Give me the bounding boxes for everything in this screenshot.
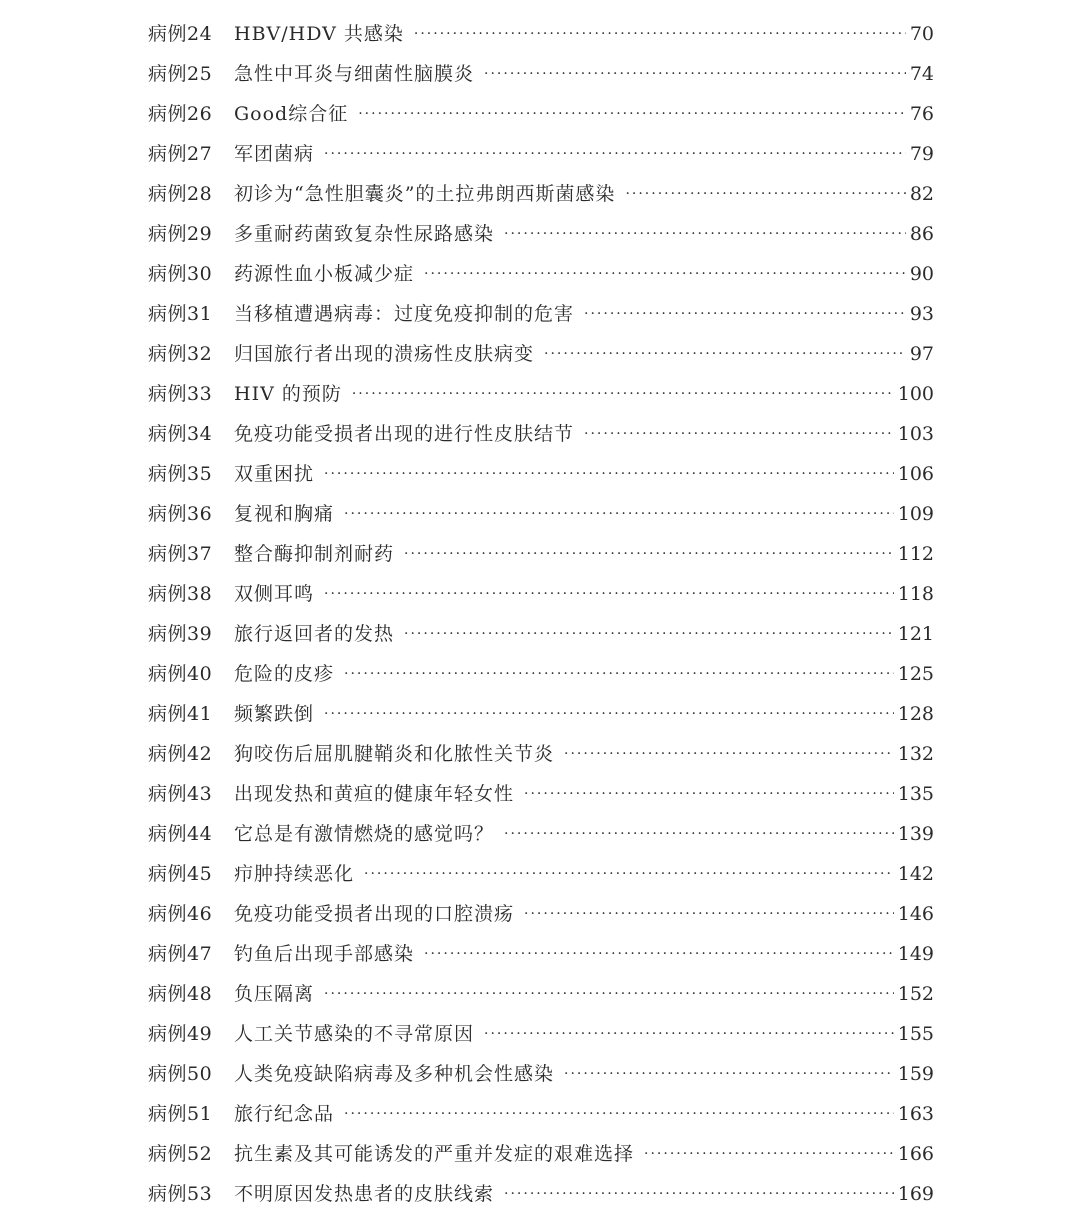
case-number: 病例50 xyxy=(148,1063,213,1085)
case-number: 病例39 xyxy=(148,623,213,645)
case-title: 初诊为“急性胆囊炎”的土拉弗朗西斯菌感染 xyxy=(234,183,616,205)
dot-leader xyxy=(352,374,894,414)
case-number: 病例32 xyxy=(148,343,213,365)
dot-leader xyxy=(344,494,894,534)
page-number: 74 xyxy=(909,63,934,85)
toc-entry[interactable] xyxy=(148,454,934,494)
case-title: 疖肿持续恶化 xyxy=(234,863,355,885)
case-number: 病例36 xyxy=(148,503,213,525)
case-title: 钓鱼后出现手部感染 xyxy=(234,943,415,965)
case-title: Good综合征 xyxy=(234,103,349,125)
case-title: 不明原因发热患者的皮肤线索 xyxy=(234,1183,495,1205)
case-number: 病例51 xyxy=(148,1103,213,1125)
dot-leader xyxy=(625,174,905,214)
dot-leader xyxy=(644,1134,894,1174)
page-number: 118 xyxy=(897,583,934,605)
dot-leader xyxy=(324,454,894,494)
page-number: 163 xyxy=(897,1103,934,1125)
case-title: 负压隔离 xyxy=(234,983,315,1005)
toc-entry[interactable] xyxy=(148,814,934,854)
case-number: 病例40 xyxy=(148,663,213,685)
page-number: 93 xyxy=(909,303,934,325)
toc-entry[interactable] xyxy=(148,414,934,454)
case-title: 当移植遭遇病毒：过度免疫抑制的危害 xyxy=(234,303,575,325)
page-number: 152 xyxy=(897,983,934,1005)
toc-entry[interactable] xyxy=(148,934,934,974)
page-number: 86 xyxy=(909,223,934,245)
case-title: 免疫功能受损者出现的进行性皮肤结节 xyxy=(234,423,575,445)
case-number: 病例30 xyxy=(148,263,213,285)
case-number: 病例33 xyxy=(148,383,213,405)
dot-leader xyxy=(504,814,894,854)
dot-leader xyxy=(544,334,906,374)
toc-entry[interactable] xyxy=(148,334,934,374)
case-number: 病例53 xyxy=(148,1183,213,1205)
dot-leader xyxy=(564,734,894,774)
page-number: 142 xyxy=(897,863,934,885)
case-title: 出现发热和黄疸的健康年轻女性 xyxy=(234,783,515,805)
page-number: 106 xyxy=(897,463,934,485)
toc-entry[interactable] xyxy=(148,254,934,294)
toc-entry[interactable] xyxy=(148,214,934,254)
dot-leader xyxy=(364,854,894,894)
dot-leader xyxy=(358,94,906,134)
dot-leader xyxy=(344,1094,894,1134)
dot-leader xyxy=(504,1174,894,1214)
toc-entry[interactable] xyxy=(148,54,934,94)
page-number: 159 xyxy=(897,1063,934,1085)
case-number: 病例28 xyxy=(148,183,213,205)
case-title: 归国旅行者出现的溃疡性皮肤病变 xyxy=(234,343,535,365)
case-title: 人类免疫缺陷病毒及多种机会性感染 xyxy=(234,1063,555,1085)
case-number: 病例46 xyxy=(148,903,213,925)
case-title: 急性中耳炎与细菌性脑膜炎 xyxy=(234,63,475,85)
toc-entry[interactable] xyxy=(148,494,934,534)
case-number: 病例24 xyxy=(148,23,213,45)
dot-leader xyxy=(424,254,906,294)
case-title: 双侧耳鸣 xyxy=(234,583,315,605)
page-number: 125 xyxy=(897,663,934,685)
toc-entry[interactable] xyxy=(148,294,934,334)
case-number: 病例49 xyxy=(148,1023,213,1045)
case-number: 病例48 xyxy=(148,983,213,1005)
case-number: 病例29 xyxy=(148,223,213,245)
case-title: 旅行返回者的发热 xyxy=(234,623,395,645)
page-number: 149 xyxy=(897,943,934,965)
toc-entry[interactable] xyxy=(148,94,934,134)
toc-entry[interactable] xyxy=(148,894,934,934)
toc-entry[interactable] xyxy=(148,694,934,734)
toc-entry[interactable] xyxy=(148,1094,934,1134)
dot-leader xyxy=(324,134,906,174)
toc-entry[interactable] xyxy=(148,1134,934,1174)
toc-entry[interactable] xyxy=(148,774,934,814)
toc-entry[interactable] xyxy=(148,734,934,774)
case-number: 病例27 xyxy=(148,143,213,165)
dot-leader xyxy=(424,934,894,974)
dot-leader xyxy=(404,534,894,574)
toc-entry[interactable] xyxy=(148,1014,934,1054)
page-number: 135 xyxy=(897,783,934,805)
case-title: 旅行纪念品 xyxy=(234,1103,335,1125)
dot-leader xyxy=(414,14,906,54)
dot-leader xyxy=(584,414,894,454)
toc-entry[interactable] xyxy=(148,374,934,414)
case-title: 免疫功能受损者出现的口腔溃疡 xyxy=(234,903,515,925)
dot-leader xyxy=(504,214,906,254)
toc-entry[interactable] xyxy=(148,654,934,694)
page-number: 166 xyxy=(897,1143,934,1165)
case-number: 病例45 xyxy=(148,863,213,885)
toc-entry[interactable] xyxy=(148,974,934,1014)
case-title: 军团菌病 xyxy=(234,143,315,165)
dot-leader xyxy=(344,654,894,694)
case-number: 病例44 xyxy=(148,823,213,845)
page-number: 82 xyxy=(909,183,934,205)
page-number: 100 xyxy=(897,383,934,405)
page-number: 155 xyxy=(897,1023,934,1045)
case-number: 病例31 xyxy=(148,303,213,325)
case-number: 病例37 xyxy=(148,543,213,565)
dot-leader xyxy=(584,294,906,334)
dot-leader xyxy=(324,974,894,1014)
case-number: 病例35 xyxy=(148,463,213,485)
toc-entry[interactable] xyxy=(148,854,934,894)
page-number: 97 xyxy=(909,343,934,365)
toc-entry[interactable] xyxy=(148,1174,934,1214)
case-title: 危险的皮疹 xyxy=(234,663,335,685)
dot-leader xyxy=(524,894,894,934)
dot-leader xyxy=(484,1014,894,1054)
case-title: 复视和胸痛 xyxy=(234,503,335,525)
page-number: 146 xyxy=(897,903,934,925)
case-title: 整合酶抑制剂耐药 xyxy=(234,543,395,565)
dot-leader xyxy=(524,774,894,814)
dot-leader xyxy=(324,574,894,614)
page-number: 121 xyxy=(897,623,934,645)
case-title: HBV/HDV 共感染 xyxy=(234,23,404,45)
toc-entry[interactable] xyxy=(148,574,934,614)
case-title: 人工关节感染的不寻常原因 xyxy=(234,1023,475,1045)
case-title: 多重耐药菌致复杂性尿路感染 xyxy=(234,223,495,245)
case-title: 抗生素及其可能诱发的严重并发症的艰难选择 xyxy=(234,1143,635,1165)
case-title: 双重困扰 xyxy=(234,463,315,485)
dot-leader xyxy=(324,694,894,734)
case-number: 病例34 xyxy=(148,423,213,445)
case-number: 病例38 xyxy=(148,583,213,605)
table-of-contents xyxy=(148,14,934,1214)
page-number: 103 xyxy=(897,423,934,445)
page-number: 90 xyxy=(909,263,934,285)
case-number: 病例41 xyxy=(148,703,213,725)
toc-entry[interactable] xyxy=(148,614,934,654)
page-number: 109 xyxy=(897,503,934,525)
case-number: 病例52 xyxy=(148,1143,213,1165)
page-number: 79 xyxy=(909,143,934,165)
toc-entry[interactable] xyxy=(148,174,934,214)
case-title: HIV 的预防 xyxy=(234,383,342,405)
page-number: 139 xyxy=(897,823,934,845)
case-title: 狗咬伤后屈肌腱鞘炎和化脓性关节炎 xyxy=(234,743,555,765)
page-number: 70 xyxy=(909,23,934,45)
case-title: 它总是有激情燃烧的感觉吗？ xyxy=(234,823,495,845)
toc-entry[interactable] xyxy=(148,14,934,54)
case-number: 病例43 xyxy=(148,783,213,805)
case-number: 病例42 xyxy=(148,743,213,765)
case-number: 病例25 xyxy=(148,63,213,85)
case-number: 病例47 xyxy=(148,943,213,965)
page-number: 132 xyxy=(897,743,934,765)
toc-entry[interactable] xyxy=(148,134,934,174)
page-number: 169 xyxy=(897,1183,934,1205)
dot-leader xyxy=(484,54,906,94)
dot-leader xyxy=(564,1054,894,1094)
page-number: 76 xyxy=(909,103,934,125)
case-title: 频繁跌倒 xyxy=(234,703,315,725)
page-number: 128 xyxy=(897,703,934,725)
case-title: 药源性血小板减少症 xyxy=(234,263,415,285)
page-number: 112 xyxy=(897,543,934,565)
toc-entry[interactable] xyxy=(148,534,934,574)
case-number: 病例26 xyxy=(148,103,213,125)
toc-entry[interactable] xyxy=(148,1054,934,1094)
dot-leader xyxy=(404,614,894,654)
